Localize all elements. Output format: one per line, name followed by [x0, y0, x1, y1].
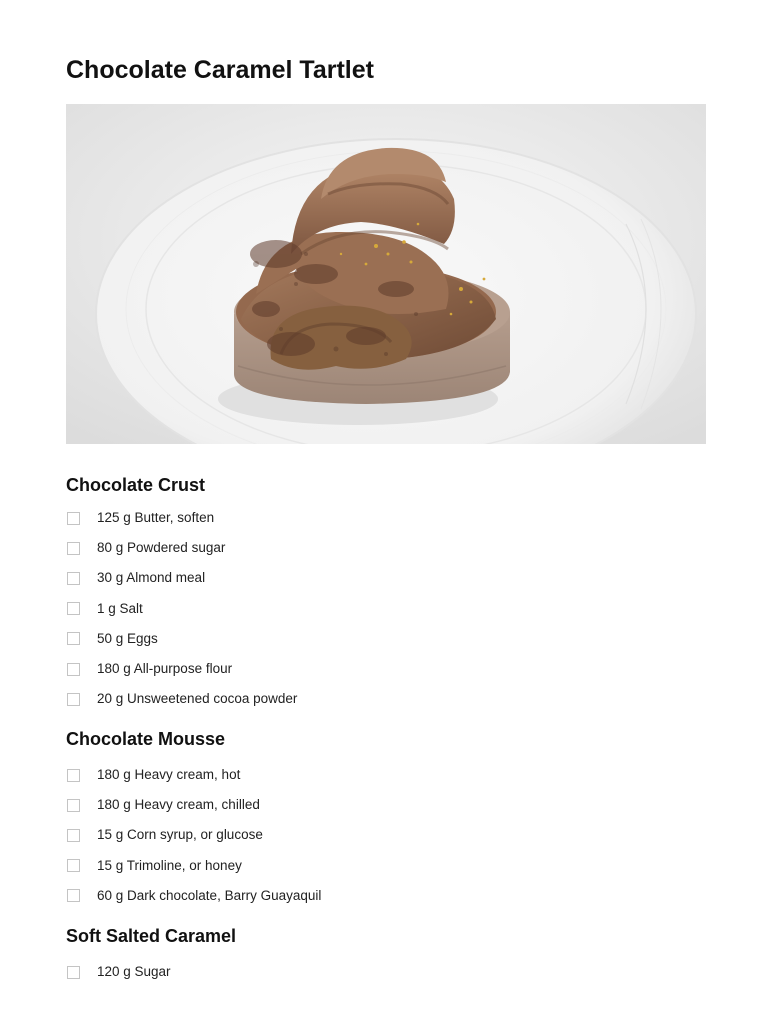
- ingredient-checkbox[interactable]: [67, 799, 80, 812]
- section-heading-chocolate-crust: Chocolate Crust: [66, 475, 206, 495]
- ingredient-item: [66, 957, 171, 987]
- ingredient-checkbox[interactable]: [67, 542, 80, 555]
- ingredient-label: 60 g Dark chocolate, Barry Guayaquil: [97, 887, 322, 903]
- ingredient-item: [66, 881, 321, 911]
- ingredient-label: 120 g Sugar: [97, 964, 171, 980]
- ingredient-checkbox[interactable]: [67, 829, 80, 842]
- ingredient-item: [66, 684, 297, 714]
- ingredient-checkbox[interactable]: [67, 769, 80, 782]
- ingredient-label: 50 g Eggs: [97, 630, 158, 646]
- ingredient-checkbox[interactable]: [67, 889, 80, 902]
- ingredient-checkbox[interactable]: [67, 632, 80, 645]
- ingredient-checkbox[interactable]: [67, 512, 80, 525]
- ingredient-label: 20 g Unsweetened cocoa powder: [97, 691, 298, 707]
- ingredient-item: [66, 503, 297, 533]
- tartlet-illustration: [66, 104, 706, 444]
- section-heading-chocolate-mousse: Chocolate Mousse: [66, 729, 226, 749]
- ingredient-label: 15 g Corn syrup, or glucose: [97, 827, 263, 843]
- ingredient-list-chocolate-crust: [66, 503, 297, 714]
- ingredient-list-soft-salted-caramel: [66, 957, 171, 987]
- ingredient-checkbox[interactable]: [67, 859, 80, 872]
- ingredient-item: [66, 790, 321, 820]
- ingredient-label: 180 g Heavy cream, chilled: [97, 797, 260, 813]
- recipe-photo: [66, 104, 706, 444]
- page-title: Chocolate Caramel Tartlet: [66, 56, 374, 84]
- ingredient-label: 30 g Almond meal: [97, 570, 206, 586]
- ingredient-label: 125 g Butter, soften: [97, 510, 215, 526]
- ingredient-label: 15 g Trimoline, or honey: [97, 857, 242, 873]
- ingredient-item: [66, 594, 297, 624]
- ingredient-list-chocolate-mousse: [66, 760, 321, 911]
- ingredient-item: [66, 624, 297, 654]
- ingredient-label: 180 g All-purpose flour: [97, 661, 233, 677]
- ingredient-checkbox[interactable]: [67, 572, 80, 585]
- ingredient-item: [66, 760, 321, 790]
- ingredient-checkbox[interactable]: [67, 602, 80, 615]
- ingredient-item: [66, 533, 297, 563]
- ingredient-checkbox[interactable]: [67, 663, 80, 676]
- ingredient-item: [66, 851, 321, 881]
- ingredient-item: [66, 820, 321, 850]
- ingredient-item: [66, 563, 297, 593]
- ingredient-checkbox[interactable]: [67, 693, 80, 706]
- ingredient-checkbox[interactable]: [67, 966, 80, 979]
- section-heading-soft-salted-caramel: Soft Salted Caramel: [66, 926, 237, 946]
- ingredient-label: 180 g Heavy cream, hot: [97, 767, 241, 783]
- ingredient-item: [66, 654, 297, 684]
- ingredient-label: 80 g Powdered sugar: [97, 540, 226, 556]
- ingredient-label: 1 g Salt: [97, 600, 143, 616]
